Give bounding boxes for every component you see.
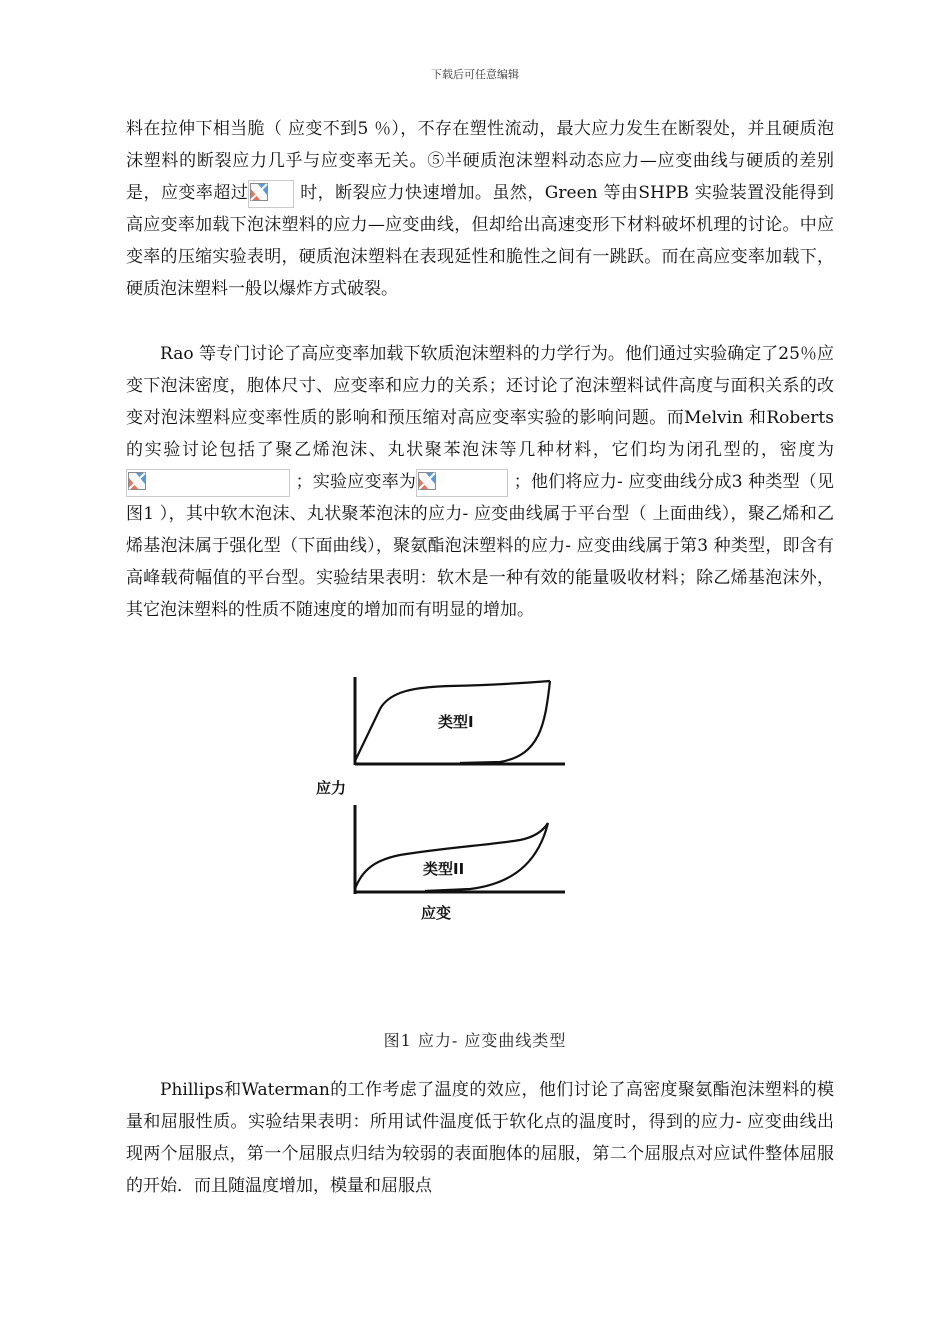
- broken-image-icon: [418, 472, 436, 490]
- paragraph-3: Phillips和Waterman的工作考虑了温度的效应，他们讨论了高密度聚氨酯泡沫塑料的模量和屈服性质。实验结果表明：所用试件温度低于软化点的温度时，得到的应力- 应变曲线出现两个屈服点，第一个屈服点归结为较弱的表面胞体的屈服，第二个屈服点对应试件整体屈服的开始．而且随温度增加，模量和屈服点: [126, 1080, 834, 1196]
- y-axis-label: 应力: [316, 779, 347, 797]
- type2-unloading-curve: [425, 823, 548, 891]
- paragraph-2-text-a: Rao 等专门讨论了高应变率加载下软质泡沫塑料的力学行为。他们通过实验确定了25％应变下泡沫密度，胞体尺寸、应变率和应力的关系；还讨论了泡沫塑料试件高度与面积关系的改变对泡沫塑料应变率性质的影响和预压缩对高应变率实验的影响问题。而Melvin 和Roberts的实验讨论包括了聚乙烯泡沫、丸状聚苯泡沫等几种材料，它们均为闭孔型的，密度为: [126, 344, 834, 460]
- paragraph-1: [126, 113, 834, 305]
- figure-caption: 图1 应力- 应变曲线类型: [383, 1031, 567, 1050]
- page-header: 下载后可任意编辑: [431, 68, 519, 81]
- paragraph-1-text-a: 料在拉伸下相当脆（ 应变不到5 ％），不存在塑性流动，最大应力发生在断裂处，并且硬质泡沫塑料的断裂应力几乎与应变率无关。⑤半硬质泡沫塑料动态应力—应变曲线与硬质的差别是，应变率超过: [126, 119, 834, 203]
- type2-label: 类型II: [423, 860, 465, 878]
- inline-formula-image-2: [126, 469, 290, 497]
- stress-strain-figure: [300, 665, 580, 930]
- broken-image-icon: [250, 183, 268, 201]
- type1-label: 类型I: [438, 713, 474, 731]
- x-axis-label: 应变: [421, 904, 452, 922]
- paragraph-2: [126, 338, 834, 626]
- broken-image-icon: [128, 472, 146, 490]
- paragraph-2-text-b: ；实验应变率为: [290, 472, 417, 492]
- inline-formula-image-3: [416, 469, 508, 497]
- inline-formula-image-1: [248, 180, 294, 208]
- paragraph-2-text-c: ；他们将应力- 应变曲线分成3 种类型（见图1 ），其中软木泡沫、丸状聚苯泡沫的应力- 应变曲线属于平台型（ 上面曲线），聚乙烯和乙烯基泡沫属于强化型（下面曲线），聚氨酯泡沫塑料的应力- 应变曲线属于第3 种类型，即含有高峰载荷幅值的平台型。实验结果表明：软木是一种有效的能量吸收材料；除乙烯基泡沫外，其它泡沫塑料的性质不随速度的增加而有明显的增加。: [126, 472, 835, 620]
- paragraph-1-text-b: 时，断裂应力快速增加。虽然，Green 等由SHPB 实验装置没能得到高应变率加载下泡沫塑料的应力—应变曲线，但却给出高速变形下材料破坏机理的讨论。中应变率的压缩实验表明，硬质泡沫塑料在表现延性和脆性之间有一跳跃。而在高应变率加载下，硬质泡沫塑料一般以爆炸方式破裂。: [126, 183, 834, 299]
- type2-loading-curve: [355, 823, 548, 889]
